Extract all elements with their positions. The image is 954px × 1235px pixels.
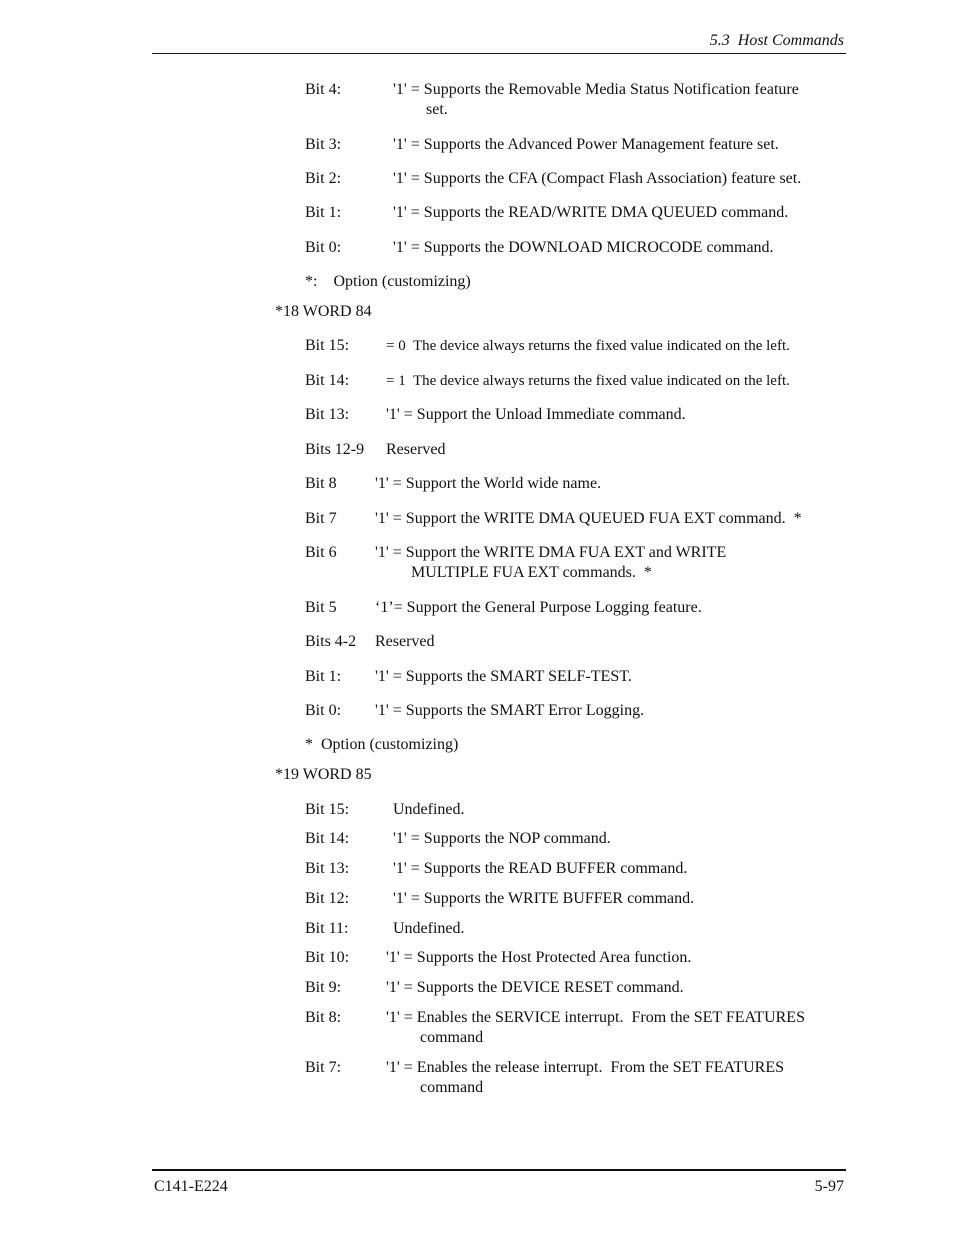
w84-bits12-9-label: Bits 12-9 bbox=[305, 441, 365, 458]
w84-bit1-text: '1' = Supports the SMART SELF-TEST. bbox=[375, 668, 632, 685]
w84-bit14-label: Bit 14: bbox=[305, 372, 350, 389]
w84-bit7-label: Bit 7 bbox=[305, 510, 337, 527]
w84-bit6-text: '1' = Support the WRITE DMA FUA EXT and WRITE bbox=[375, 544, 727, 561]
w85-bit8-text: '1' = Enables the SERVICE interrupt. From the SET FEATURES bbox=[386, 1009, 805, 1026]
w85-bit7-continuation: command bbox=[420, 1079, 484, 1096]
w84-bit15-label: Bit 15: bbox=[305, 337, 350, 354]
w85-bit11-text: Undefined. bbox=[393, 920, 465, 937]
w83-bit4-label: Bit 4: bbox=[305, 81, 342, 98]
w85-bit7-label: Bit 7: bbox=[305, 1059, 342, 1076]
w84-bit13-text: '1' = Support the Unload Immediate command. bbox=[386, 406, 686, 423]
w83-bit2-text: '1' = Supports the CFA (Compact Flash Association) feature set. bbox=[393, 170, 802, 187]
footer-rule bbox=[152, 1169, 846, 1171]
w84-bit15-text: = 0 The device always returns the fixed value indicated on the left. bbox=[386, 338, 790, 354]
page-number: 5-97 bbox=[814, 1178, 844, 1195]
w85-bit13-label: Bit 13: bbox=[305, 860, 350, 877]
section-number: 5.3 bbox=[709, 32, 730, 49]
w85-bit7-text: '1' = Enables the release interrupt. From the SET FEATURES bbox=[386, 1059, 784, 1076]
w85-bit8-continuation: command bbox=[420, 1029, 484, 1046]
running-header bbox=[710, 32, 844, 50]
w84-bit14-text: = 1 The device always returns the fixed value indicated on the left. bbox=[386, 373, 790, 389]
document-code: C141-E224 bbox=[154, 1178, 228, 1195]
w85-bit14-label: Bit 14: bbox=[305, 830, 350, 847]
w84-bit1-label: Bit 1: bbox=[305, 668, 342, 685]
w83-option-note: *: Option (customizing) bbox=[305, 273, 471, 290]
w85-bit9-label: Bit 9: bbox=[305, 979, 342, 996]
w85-bit14-text: '1' = Supports the NOP command. bbox=[393, 830, 611, 847]
w85-bit8-label: Bit 8: bbox=[305, 1009, 342, 1026]
w83-bit4-continuation: set. bbox=[426, 101, 448, 118]
w85-bit12-text: '1' = Supports the WRITE BUFFER command. bbox=[393, 890, 695, 907]
w85-bit10-text: '1' = Supports the Host Protected Area function. bbox=[386, 949, 692, 966]
w84-bits12-9-text: Reserved bbox=[386, 441, 446, 458]
section-title: Host Commands bbox=[737, 32, 844, 49]
header-rule bbox=[152, 53, 846, 54]
w85-bit12-label: Bit 12: bbox=[305, 890, 350, 907]
word85-heading: *19 WORD 85 bbox=[275, 766, 372, 783]
w84-bit5-label: Bit 5 bbox=[305, 599, 337, 616]
w84-bit6-continuation: MULTIPLE FUA EXT commands. * bbox=[411, 564, 652, 581]
w83-bit1-text: '1' = Supports the READ/WRITE DMA QUEUED command. bbox=[393, 204, 789, 221]
w83-bit0-text: '1' = Supports the DOWNLOAD MICROCODE command. bbox=[393, 239, 774, 256]
w84-option-note: * Option (customizing) bbox=[305, 736, 459, 753]
w85-bit15-label: Bit 15: bbox=[305, 801, 350, 818]
w85-bit13-text: '1' = Supports the READ BUFFER command. bbox=[393, 860, 688, 877]
w84-bit5-text: ‘1’= Support the General Purpose Logging feature. bbox=[375, 599, 702, 616]
w84-bit0-label: Bit 0: bbox=[305, 702, 342, 719]
w85-bit11-label: Bit 11: bbox=[305, 920, 349, 937]
w84-bit8-label: Bit 8 bbox=[305, 475, 337, 492]
w83-bit1-label: Bit 1: bbox=[305, 204, 342, 221]
w84-bit8-text: '1' = Support the World wide name. bbox=[375, 475, 602, 492]
w84-bit0-text: '1' = Supports the SMART Error Logging. bbox=[375, 702, 645, 719]
w84-bit13-label: Bit 13: bbox=[305, 406, 350, 423]
word84-heading: *18 WORD 84 bbox=[275, 303, 372, 320]
w83-bit3-label: Bit 3: bbox=[305, 136, 342, 153]
w85-bit9-text: '1' = Supports the DEVICE RESET command. bbox=[386, 979, 684, 996]
w83-bit3-text: '1' = Supports the Advanced Power Management feature set. bbox=[393, 136, 779, 153]
w85-bit10-label: Bit 10: bbox=[305, 949, 350, 966]
w84-bits4-2-text: Reserved bbox=[375, 633, 435, 650]
w83-bit0-label: Bit 0: bbox=[305, 239, 342, 256]
w84-bits4-2-label: Bits 4-2 bbox=[305, 633, 357, 650]
w84-bit7-text: '1' = Support the WRITE DMA QUEUED FUA EXT command. * bbox=[375, 510, 802, 527]
w84-bit6-label: Bit 6 bbox=[305, 544, 337, 561]
w85-bit15-text: Undefined. bbox=[393, 801, 465, 818]
w83-bit2-label: Bit 2: bbox=[305, 170, 342, 187]
w83-bit4-text: '1' = Supports the Removable Media Status Notification feature bbox=[393, 81, 799, 98]
